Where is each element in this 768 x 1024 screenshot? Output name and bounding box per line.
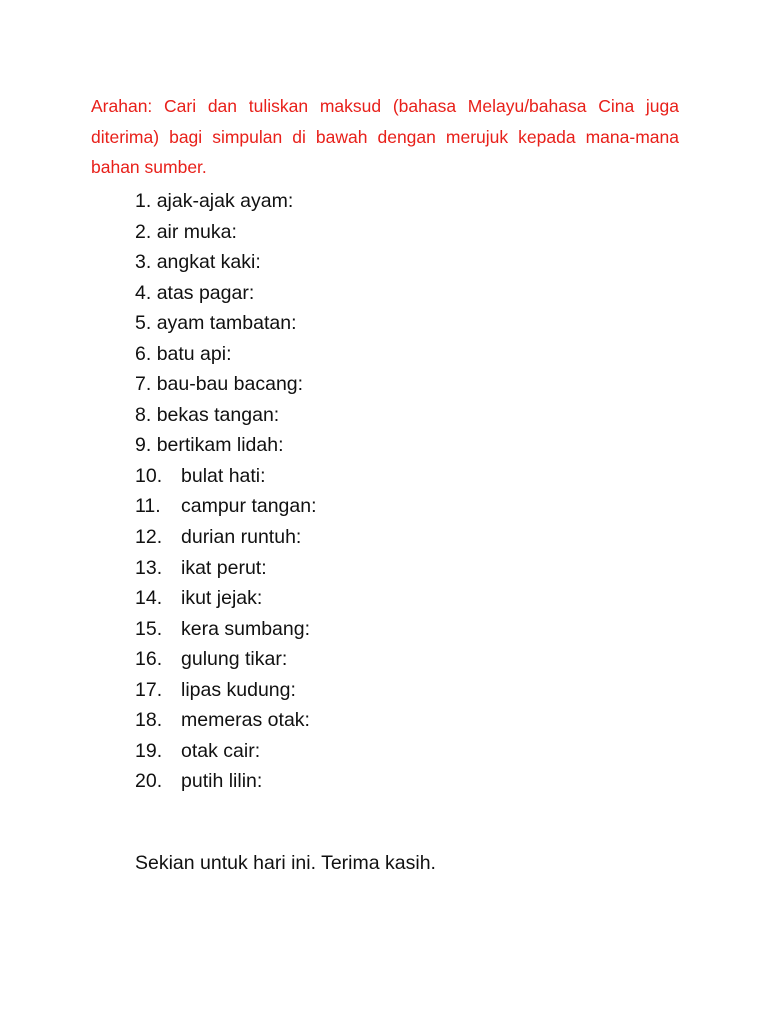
item-number: 16. [135, 648, 163, 671]
item-text: otak cair: [181, 739, 261, 762]
item-number: 20. [135, 770, 163, 793]
item-number: 5. [135, 312, 152, 335]
item-number: 13. [135, 556, 163, 579]
list-item [135, 247, 615, 278]
list-item [135, 553, 615, 584]
item-number: 18. [135, 709, 163, 732]
list-item [135, 614, 615, 645]
simpulan-list [135, 186, 615, 797]
item-number: 14. [135, 587, 163, 610]
closing-text: Sekian untuk hari ini. Terima kasih. [135, 852, 436, 874]
item-number: 10. [135, 464, 163, 487]
item-text: bau-bau bacang: [156, 373, 304, 396]
item-text: kera sumbang: [181, 617, 310, 640]
item-number: 8. [135, 403, 152, 426]
list-item [135, 675, 615, 706]
item-text: bertikam lidah: [156, 434, 284, 457]
item-number: 1. [135, 190, 152, 212]
item-number: 4. [135, 281, 152, 304]
item-text: batu api: [156, 342, 232, 365]
item-text: putih lilin: [181, 770, 263, 793]
list-item [135, 430, 615, 461]
item-number: 15. [135, 617, 163, 640]
list-item [135, 491, 615, 522]
item-text: gulung tikar: [181, 648, 288, 671]
list-item [135, 400, 615, 431]
item-number: 12. [135, 526, 163, 549]
list-item [135, 308, 615, 339]
list-item [135, 186, 615, 217]
list-item [135, 339, 615, 370]
item-text: memeras otak: [181, 709, 310, 732]
list-item [135, 217, 615, 248]
list-item [135, 369, 615, 400]
list-item [135, 522, 615, 553]
list-item [135, 736, 615, 767]
item-text: ikut jejak: [181, 587, 263, 610]
item-number: 9. [135, 434, 152, 457]
item-text: angkat kaki: [156, 251, 261, 274]
list-item [135, 705, 615, 736]
item-number: 17. [135, 678, 163, 701]
instruction-text: Arahan: Cari dan tuliskan maksud (bahasa Melayu/bahasa Cina juga diterima) bagi simpulan di bawah dengan merujuk kepada mana-mana bahan sumber. [91, 96, 679, 177]
item-text: atas pagar: [156, 281, 255, 304]
item-number: 6. [135, 342, 152, 365]
item-number: 7. [135, 373, 152, 396]
item-number: 2. [135, 220, 152, 243]
item-text: bekas tangan: [156, 403, 280, 426]
item-text: ikat perut: [181, 556, 267, 579]
list-item [135, 278, 615, 309]
item-text: durian runtuh: [181, 526, 302, 549]
item-text: lipas kudung: [181, 678, 296, 701]
list-item [135, 461, 615, 492]
list-item [135, 766, 615, 797]
item-number: 3. [135, 251, 152, 274]
list-item [135, 644, 615, 675]
item-text: air muka: [156, 220, 237, 243]
item-number: 19. [135, 739, 163, 762]
list-item [135, 583, 615, 614]
item-text: ajak-ajak ayam: [156, 190, 294, 212]
item-number: 11. [135, 495, 161, 518]
item-text: bulat hati: [181, 464, 266, 487]
item-text: campur tangan: [181, 495, 317, 518]
item-text: ayam tambatan: [156, 312, 297, 335]
